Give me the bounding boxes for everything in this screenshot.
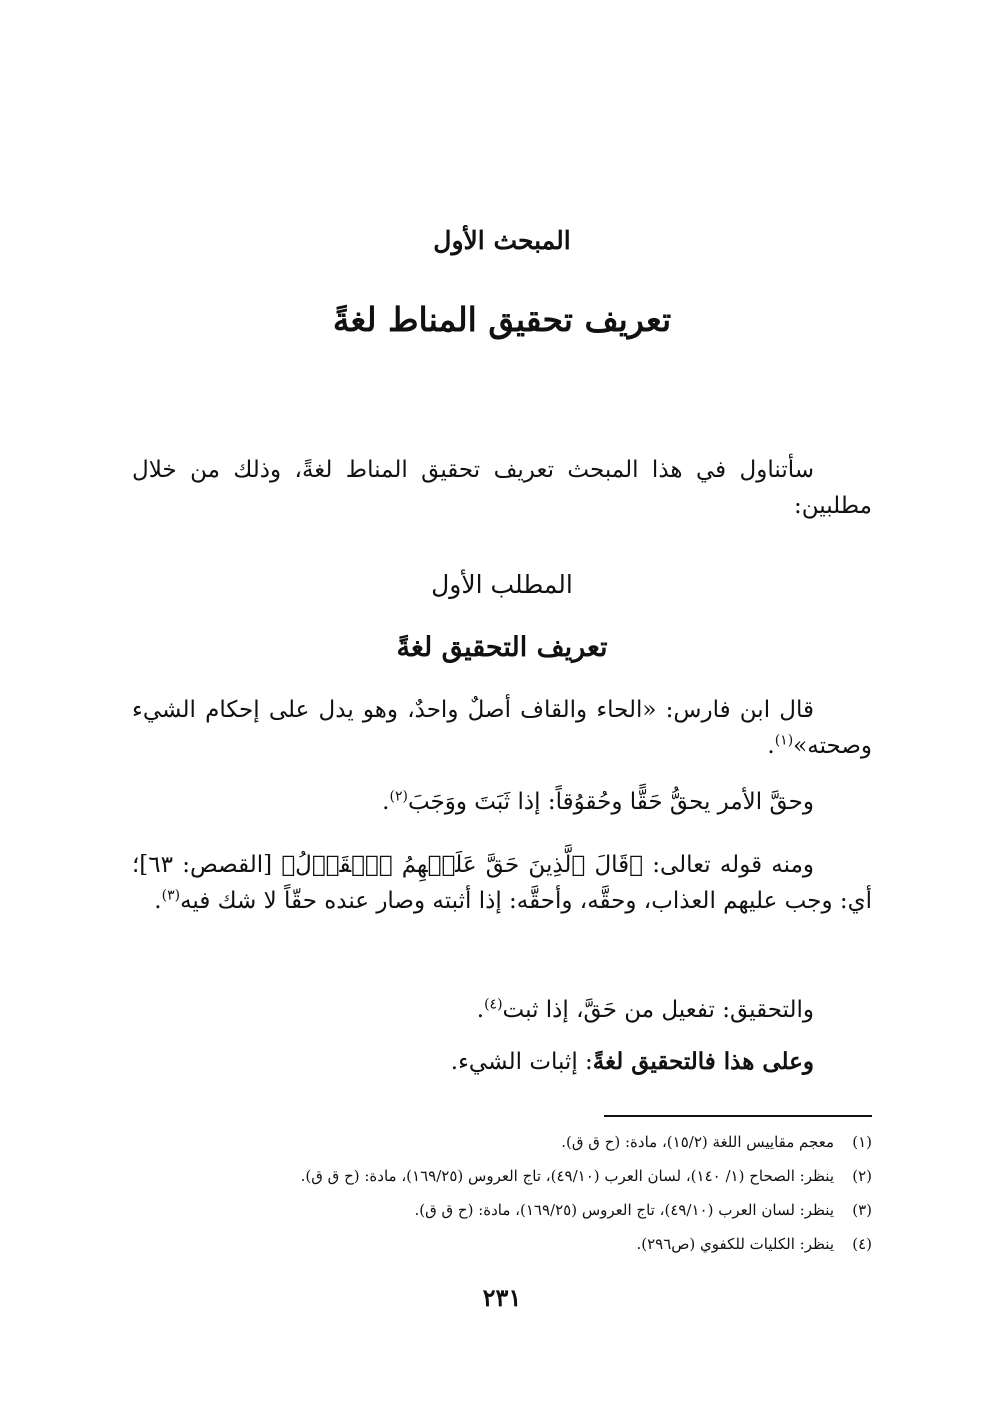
footnote-number: (٢) [852, 1167, 872, 1185]
paragraph-text: وحقَّ الأمر يحقُّ حَقًّا وحُقوُقاً: إذا ثَبَتَ ووَجَبَ [407, 789, 814, 815]
footnote-text: ينظر: الصحاح (١/ ١٤٠)، لسان العرب (٤٩/١٠)، تاج العروس (١٦٩/٢٥)، مادة: (ح ق ق). [300, 1167, 834, 1185]
chapter-title: تعريف تحقيق المناط لغةً [332, 300, 672, 339]
footnote-number: (٤) [852, 1235, 872, 1253]
conclusion-rest: : إثبات الشيء. [450, 1049, 593, 1075]
paragraph-text: ومنه قوله تعالى: ﴿قَالَ ٱلَّذِينَ حَقَّ عَلَيۡهِمُ ٱلۡقَوۡلُ﴾ [القصص: ٦٣]؛ أي: وجب عليهم العذاب، وحقَّه، وأحقَّه: إذا أثبته وصار عنده حقّاً لا شك فيه [132, 852, 872, 914]
footnote-ref: (٤) [484, 996, 503, 1013]
footnote-number: (١) [852, 1133, 872, 1151]
footnote [132, 1164, 872, 1188]
conclusion-bold: وعلى هذا فالتحقيق لغةً [592, 1048, 814, 1075]
section-title: تعريف التحقيق لغةً [396, 632, 608, 663]
page-number: ٢٣١ [482, 1283, 522, 1312]
footnote [132, 1198, 872, 1222]
footnote-ref: (١) [774, 732, 794, 749]
footnote-text: معجم مقاييس اللغة (١٥/٢)، مادة: (ح ق ق). [561, 1133, 834, 1151]
footnote-text: ينظر: الكليات للكفوي (ص٢٩٦). [636, 1235, 834, 1253]
footnote-number: (٣) [852, 1201, 872, 1219]
chapter-heading: المبحث الأول [433, 226, 571, 255]
footnote [132, 1232, 872, 1256]
paragraph-tahqiq [132, 992, 872, 1028]
intro-paragraph: سأتناول في هذا المبحث تعريف تحقيق المناط لغةً، وذلك من خلال مطلبين: [132, 457, 872, 519]
paragraph-text: قال ابن فارس: «الحاء والقاف أصلٌ واحدٌ، وهو يدل على إحكام الشيء وصحته» [132, 697, 872, 759]
paragraph-haqq [132, 784, 872, 820]
paragraph-end: . [476, 997, 485, 1023]
paragraph-ibn-faris [132, 692, 872, 764]
footnote-ref: (٣) [161, 887, 181, 904]
paragraph-text: والتحقيق: تفعيل من حَقَّ، إذا ثبت [502, 997, 814, 1023]
footnote-ref: (٢) [389, 788, 408, 805]
paragraph-verse [132, 847, 872, 919]
section-heading: المطلب الأول [431, 570, 573, 599]
paragraph-end: . [767, 733, 775, 759]
footnote-divider [604, 1115, 872, 1117]
paragraph-conclusion [132, 1044, 872, 1080]
footnote-text: ينظر: لسان العرب (٤٩/١٠)، تاج العروس (١٦٩/٢٥)، مادة: (ح ق ق). [414, 1201, 834, 1219]
paragraph-end: . [154, 888, 162, 914]
paragraph-end: . [382, 789, 390, 815]
footnote [132, 1130, 872, 1154]
